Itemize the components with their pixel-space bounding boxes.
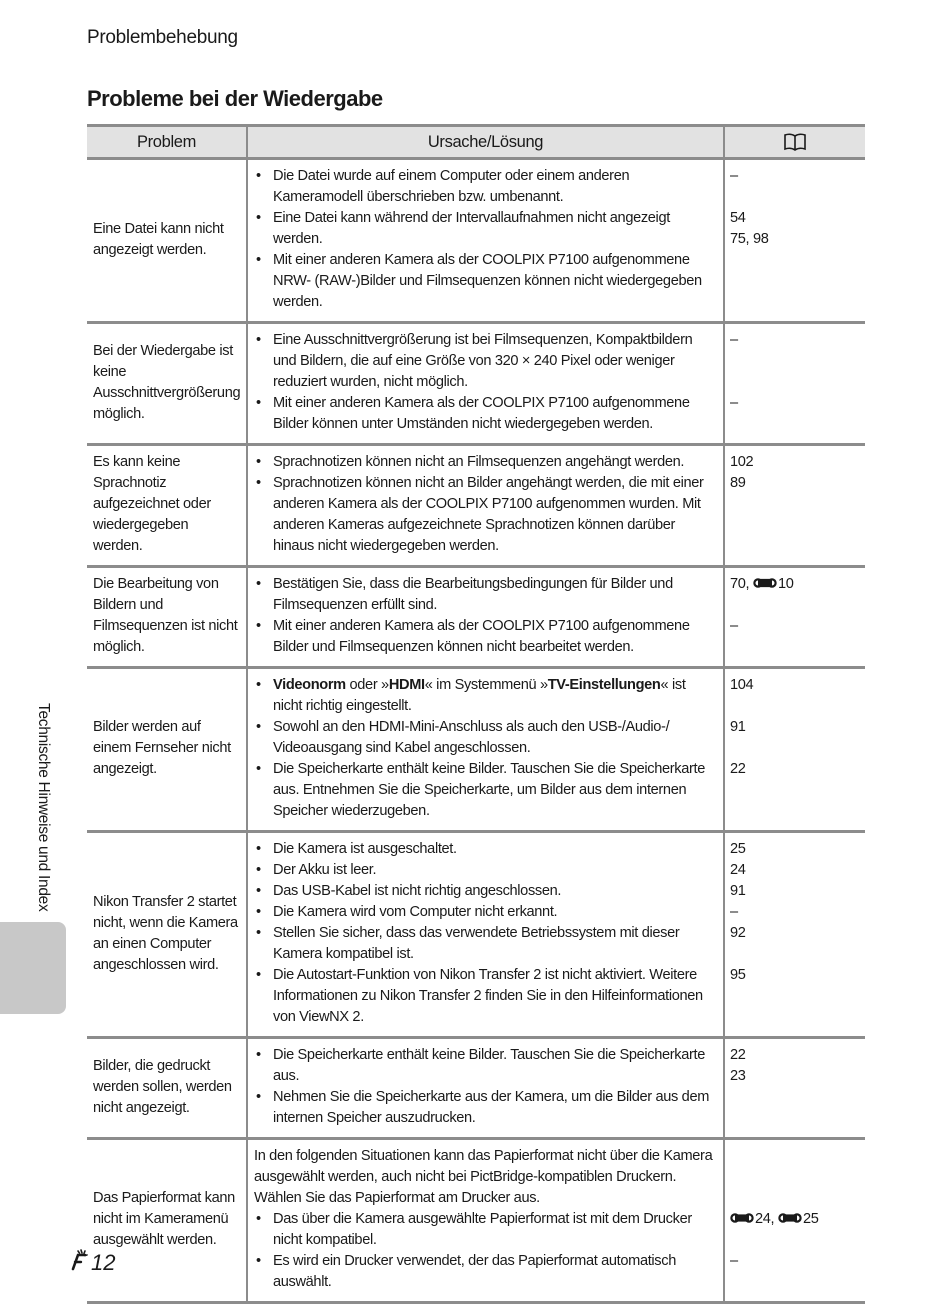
table-row — [87, 668, 865, 832]
cause-cell — [247, 832, 724, 1038]
page-ref — [730, 574, 860, 595]
cause-cell — [247, 567, 724, 668]
reference-link-icon — [778, 1210, 802, 1231]
table-row — [87, 567, 865, 668]
list-item: • Das über die Kamera ausgewählte Papierformat ist mit dem Drucker nicht kompatibel. — [254, 1209, 718, 1251]
table-row — [87, 1139, 865, 1303]
page-number — [64, 1247, 115, 1279]
table-header-row — [87, 126, 865, 159]
reference-cell — [724, 1038, 865, 1139]
page-ref: 104 — [730, 677, 754, 693]
list-item: • Die Kamera wird vom Computer nicht erkannt. — [254, 902, 718, 923]
cause-cell — [247, 445, 724, 567]
list-item: • Sprachnotizen können nicht an Bilder angehängt werden, die mit einer anderen Kamera als der COOLPIX P7100 aufgenommen wurden. Mit anderen Kameras aufgezeichnete Sprachnotizen können darüber hinaus nicht wiedergegeben werden. — [254, 473, 718, 557]
reference-cell — [724, 323, 865, 445]
table-row — [87, 1038, 865, 1139]
side-section-label: Technische Hinweise und Index — [35, 703, 52, 912]
list-item: • Mit einer anderen Kamera als der COOLPIX P7100 aufgenommene Bilder können unter Umständen nicht wiedergegeben werden. — [254, 393, 718, 435]
page-ref — [730, 696, 860, 717]
page-ref-text: 70, — [730, 576, 753, 592]
page-ref: 89 — [730, 475, 746, 491]
inline-text: « im Systemmenü » — [424, 677, 548, 693]
reference-cell — [724, 832, 865, 1038]
page-ref-link[interactable]: 24 — [755, 1211, 771, 1227]
page-ref: 75, 98 — [730, 231, 769, 247]
page-number-text: 12 — [91, 1250, 116, 1275]
problem-cell: Nikon Transfer 2 startet nicht, wenn die Kamera an einen Computer angeschlossen wird. — [87, 832, 247, 1038]
list-item: • Mit einer anderen Kamera als der COOLPIX P7100 aufgenommene Bilder und Filmsequenzen können nicht bearbeitet werden. — [254, 616, 718, 658]
problem-cell: Die Bearbeitung von Bildern und Filmsequenzen ist nicht möglich. — [87, 567, 247, 668]
table-row — [87, 323, 865, 445]
page-ref — [730, 1209, 860, 1230]
page-ref: 91 — [730, 719, 746, 735]
list-item: • Stellen Sie sicher, dass das verwendete Betriebssystem mit dieser Kamera kompatibel ist. — [254, 923, 718, 965]
book-icon — [783, 133, 807, 151]
list-item: • Mit einer anderen Kamera als der COOLPIX P7100 aufgenommene NRW- (RAW-)Bilder und Filmsequenzen können nicht wiedergegeben werden. — [254, 250, 718, 313]
page-ref: 22 — [730, 761, 746, 777]
menu-option-bold: HDMI — [388, 677, 425, 693]
menu-option-bold: TV-Einstellungen — [547, 677, 661, 693]
reference-cell — [724, 445, 865, 567]
list-item: • Die Kamera ist ausgeschaltet. — [254, 839, 718, 860]
page-ref: – — [730, 904, 738, 920]
intro-paragraph: In den folgenden Situationen kann das Papierformat nicht über die Kamera ausgewählt werden, auch nicht bei PictBridge-kompatiblen Druckern. Wählen Sie das Papierformat am Drucker aus. — [254, 1148, 713, 1206]
side-tab-marker — [0, 922, 66, 1014]
page-ref: – — [730, 618, 738, 634]
reference-cell — [724, 159, 865, 323]
column-header-reference — [724, 126, 865, 159]
cause-cell — [247, 1038, 724, 1139]
inline-text: « ist nicht richtig eingestellt. — [273, 677, 686, 714]
list-item: • Die Datei wurde auf einem Computer oder einem anderen Kameramodell überschrieben bzw. umbenannt. — [254, 166, 718, 208]
page-ref: 23 — [730, 1068, 746, 1084]
wrench-f-icon — [64, 1247, 90, 1279]
page-ref: – — [730, 168, 738, 184]
list-item — [254, 675, 718, 717]
page-ref: 24 — [730, 862, 746, 878]
list-item: • Sowohl an den HDMI-Mini-Anschluss als auch den USB-/Audio-/ Videoausgang sind Kabel angeschlossen. — [254, 717, 718, 759]
list-item: • Nehmen Sie die Speicherkarte aus der Kamera, um die Bilder aus dem internen Speicher auszudrucken. — [254, 1087, 718, 1129]
reference-cell — [724, 668, 865, 832]
page-ref-separator: , — [770, 1211, 778, 1227]
page-ref — [730, 372, 860, 393]
column-header-problem: Problem — [87, 126, 247, 159]
page-ref: 95 — [730, 967, 746, 983]
cause-cell — [247, 159, 724, 323]
reference-cell — [724, 567, 865, 668]
page-ref: – — [730, 332, 738, 348]
problem-cell: Bilder, die gedruckt werden sollen, werden nicht angezeigt. — [87, 1038, 247, 1139]
list-item: • Die Speicherkarte enthält keine Bilder. Tauschen Sie die Speicherkarte aus. — [254, 1045, 718, 1087]
page-ref: 25 — [730, 841, 746, 857]
page-ref — [730, 187, 860, 208]
problem-cell: Das Papierformat kann nicht im Kameramenü ausgewählt werden. — [87, 1139, 247, 1303]
running-header: Problembehebung — [87, 27, 238, 48]
list-item: • Bestätigen Sie, dass die Bearbeitungsbedingungen für Bilder und Filmsequenzen erfüllt sind. — [254, 574, 718, 616]
list-item: • Eine Ausschnittvergrößerung ist bei Filmsequenzen, Kompaktbildern und Bildern, die auf eine Größe von 320 × 240 Pixel oder weniger reduziert wurden, nicht möglich. — [254, 330, 718, 393]
page-ref: – — [730, 1253, 738, 1269]
list-item: • Sprachnotizen können nicht an Filmsequenzen angehängt werden. — [254, 452, 718, 473]
troubleshooting-table — [87, 124, 865, 1304]
reference-link-icon — [730, 1210, 754, 1231]
section-title: Probleme bei der Wiedergabe — [87, 86, 383, 111]
problem-cell: Eine Datei kann nicht angezeigt werden. — [87, 159, 247, 323]
list-item: • Es wird ein Drucker verwendet, der das Papierformat automatisch auswählt. — [254, 1251, 718, 1293]
page-ref-link[interactable]: 25 — [802, 1211, 819, 1227]
page-ref: 22 — [730, 1047, 746, 1063]
inline-text: oder » — [345, 677, 389, 693]
column-header-cause: Ursache/Lösung — [247, 126, 724, 159]
page-ref: 92 — [730, 925, 746, 941]
list-item: • Die Speicherkarte enthält keine Bilder. Tauschen Sie die Speicherkarte aus. Entnehmen Sie die Speicherkarte, um Bilder aus dem internen Speicher wiederzugeben. — [254, 759, 718, 822]
page-ref: 102 — [730, 454, 754, 470]
reference-cell — [724, 1139, 865, 1303]
list-item: • Die Autostart-Funktion von Nikon Transfer 2 ist nicht aktiviert. Weitere Informationen zu Nikon Transfer 2 finden Sie in den Hilfeinformationen von ViewNX 2. — [254, 965, 718, 1028]
list-item: • Das USB-Kabel ist nicht richtig angeschlossen. — [254, 881, 718, 902]
table-row — [87, 159, 865, 323]
list-item: • Der Akku ist leer. — [254, 860, 718, 881]
cause-cell — [247, 668, 724, 832]
page-ref: 91 — [730, 883, 746, 899]
table-row — [87, 832, 865, 1038]
problem-cell: Bilder werden auf einem Fernseher nicht angezeigt. — [87, 668, 247, 832]
reference-link-icon — [753, 575, 777, 596]
page-ref — [730, 351, 860, 372]
cause-cell — [247, 1139, 724, 1303]
cause-cell — [247, 323, 724, 445]
page-ref-link[interactable]: 10 — [777, 576, 794, 592]
list-item: • Eine Datei kann während der Intervallaufnahmen nicht angezeigt werden. — [254, 208, 718, 250]
page-ref — [730, 738, 860, 759]
table-row — [87, 445, 865, 567]
page-ref — [730, 944, 860, 965]
problem-cell: Es kann keine Sprachnotiz aufgezeichnet oder wiedergegeben werden. — [87, 445, 247, 567]
page-ref: 54 — [730, 210, 746, 226]
page-ref: – — [730, 395, 738, 411]
problem-cell: Bei der Wiedergabe ist keine Ausschnittvergrößerung möglich. — [87, 323, 247, 445]
menu-option-bold: Videonorm — [273, 677, 346, 693]
